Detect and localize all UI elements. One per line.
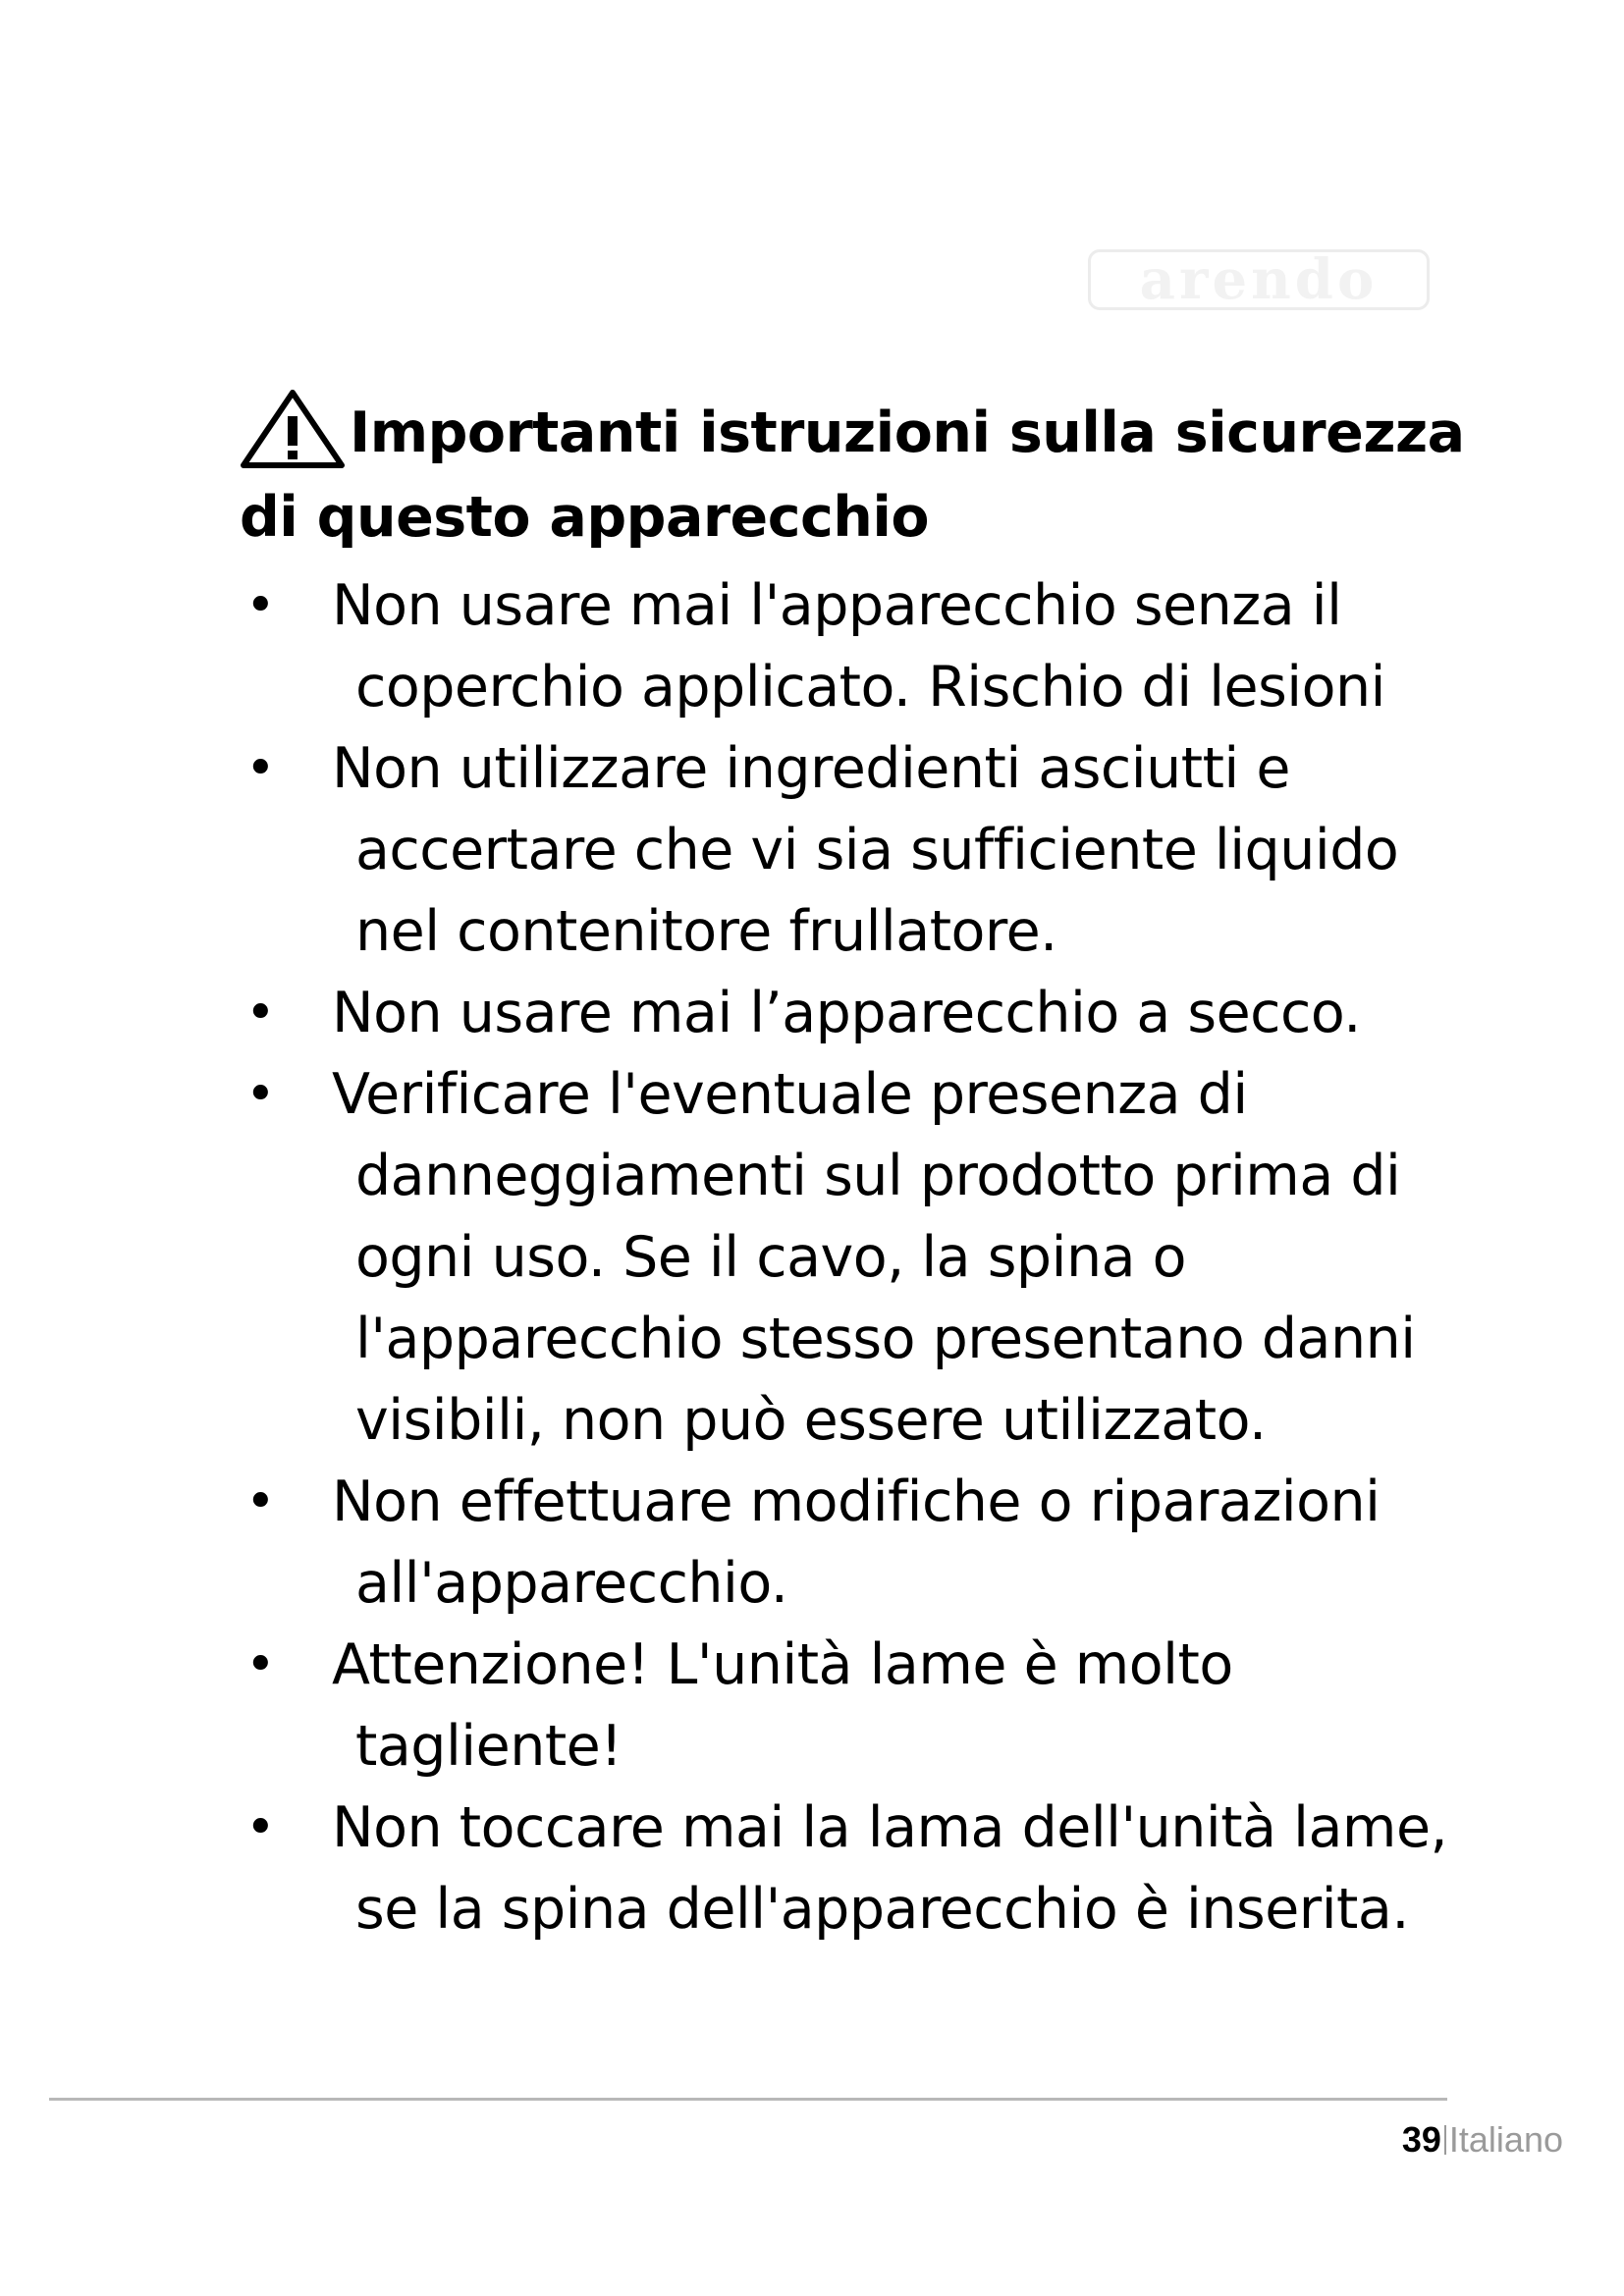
list-item-text: Non usare mai l’apparecchio a secco. [332,981,1361,1045]
bullet-icon: • [245,576,276,635]
list-item [240,1788,1467,1950]
footer-divider [49,2098,1447,2101]
list-item [240,1625,1467,1788]
list-item [240,1054,1467,1462]
bullet-icon: • [245,984,276,1042]
bullet-icon: • [245,1635,276,1694]
list-item-text: Attenzione! L'unità lame è molto tagliente! [332,1632,1233,1779]
list-item-text: Non effettuare modifiche o riparazioni all'apparecchio. [332,1469,1380,1616]
bullet-icon: • [245,739,276,798]
list-item [240,1462,1467,1625]
section-heading [240,389,1467,560]
list-item-text: Non toccare mai la lama dell'unità lame, se la spina dell'apparecchio è inserita. [332,1795,1448,1942]
warning-triangle-icon [240,389,346,469]
brand-logo [1088,249,1430,310]
safety-list [240,565,1467,1950]
footer-language: Italiano [1448,2119,1563,2160]
section-heading-text: Importanti istruzioni sulla sicurezza di questo apparecchio [240,400,1465,550]
list-item [240,728,1467,973]
list-item [240,565,1467,728]
list-item [240,973,1467,1054]
list-item-text: Non usare mai l'apparecchio senza il coperchio applicato. Rischio di lesioni [332,573,1385,720]
list-item-text: Non utilizzare ingredienti asciutti e accertare che vi sia sufficiente liquido nel contenitore frullatore. [332,736,1399,964]
bullet-icon: • [245,1798,276,1857]
brand-logo-text: arendo [1139,247,1379,312]
page-footer [1402,2120,1563,2160]
page-number: 39 [1401,2119,1441,2160]
footer-separator [1444,2125,1446,2155]
safety-section [240,389,1467,1950]
bullet-icon: • [245,1472,276,1531]
list-item-text: Verificare l'eventuale presenza di danneggiamenti sul prodotto prima di ogni uso. Se il cavo, la spina o l'apparecchio stesso presentano danni visibili, non può essere utilizzato. [332,1062,1416,1453]
bullet-icon: • [245,1065,276,1124]
